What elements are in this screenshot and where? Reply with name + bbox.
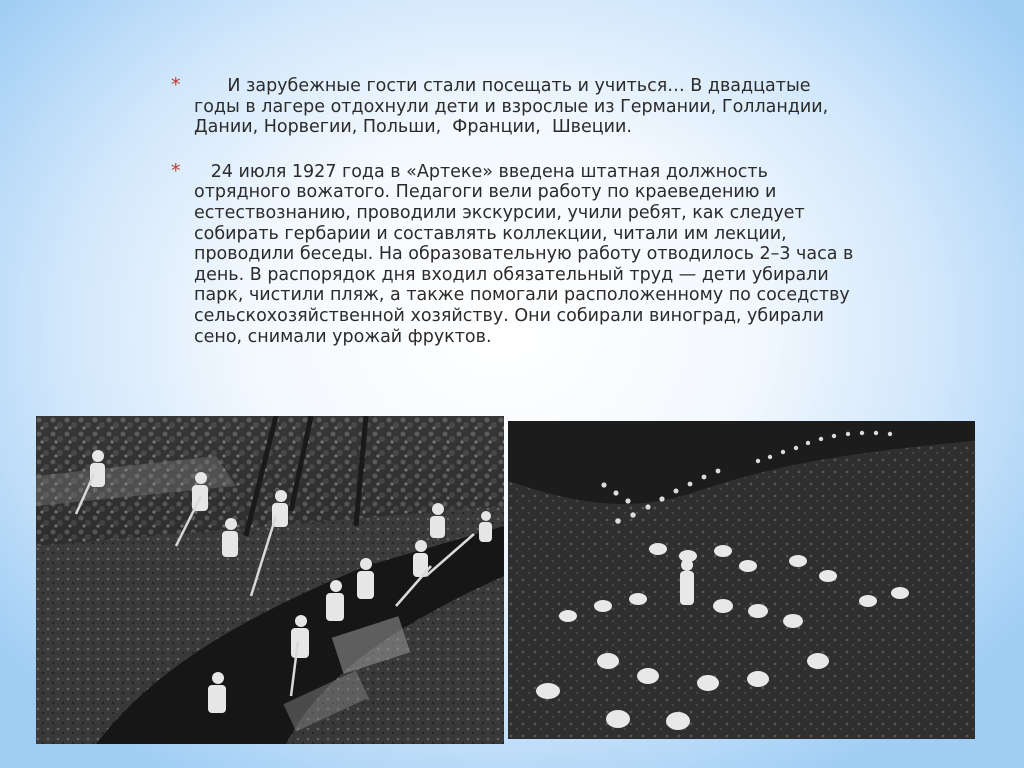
bullet-list <box>168 76 858 347</box>
bullet-marker: * <box>171 159 181 182</box>
bullet-marker: * <box>171 74 181 96</box>
bullet-text: И зарубежные гости стали посещать и учиться… В двадцатые годы в лагере отдохнули дети и взрослые из Германии, Голландии, Дании, Норвегии, Польши, Франции, Швеции. <box>194 76 840 138</box>
photo-right-image <box>508 421 975 739</box>
photo-left-image <box>36 416 504 744</box>
bullet-item-foreign-guests <box>168 76 858 138</box>
bullet-item-counselor-1927 <box>168 159 859 347</box>
photo-children-vineyard-work <box>508 421 975 739</box>
photo-children-digging-trench <box>36 416 504 744</box>
bullet-text: 24 июля 1927 года в «Артеке» введена штатная должность отрядного вожатого. Педагоги вели работу по краеведению и естествознанию, проводили экскурсии, учили ребят, как следует собирать гербарии и составлять коллекции, читали им лекции, проводили беседы. На образовательную работу отводилось 2–3 часа в день. В распорядок дня входил обязательный труд — дети убирали парк, чистили пляж, а также помогали расположенному по соседству сельскохозяйственной хозяйству. Они собирали виноград, убирали сено, снимали урожай фруктов. <box>194 161 859 347</box>
